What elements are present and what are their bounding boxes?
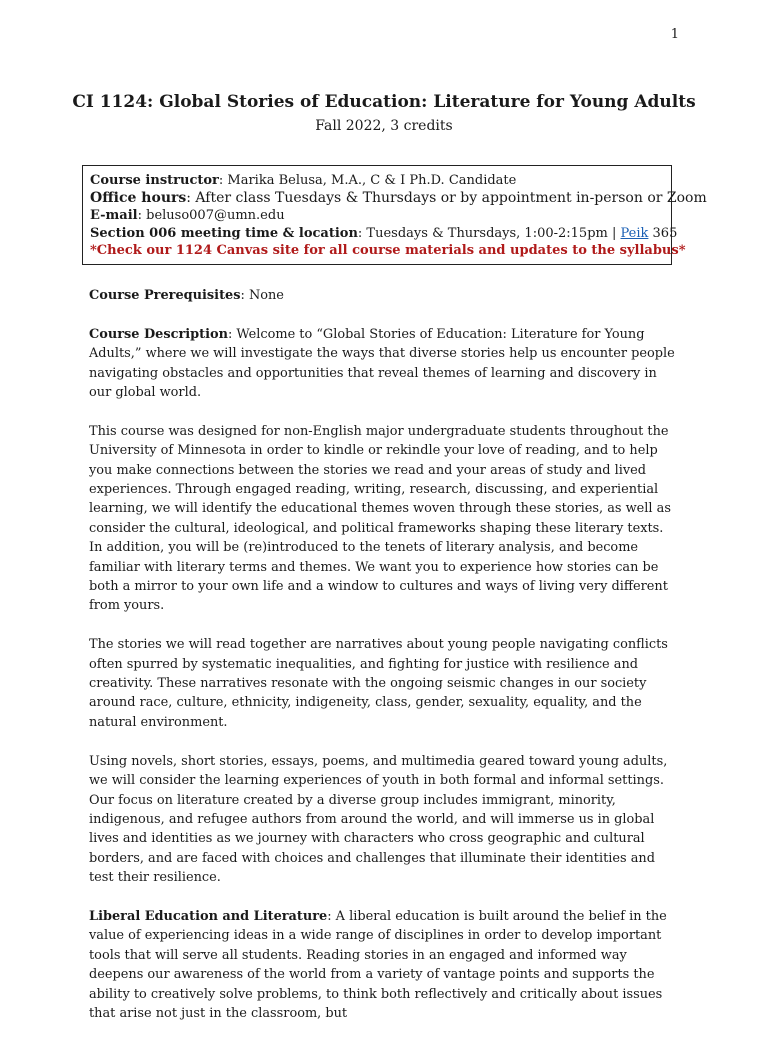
instructor-line (90, 172, 671, 190)
location-room: 365 (648, 225, 678, 241)
instructor-label: Course instructor (90, 173, 219, 188)
office-hours-label: Office hours (90, 189, 187, 206)
office-hours-value: : After class Tuesdays & Thursdays or by appointment in-person or Zoom (186, 189, 707, 206)
description-paragraph (89, 325, 679, 403)
description-value: : Welcome to “Global Stories of Education: Literature for Young Adults,” where we will investigate the ways that diverse stories help us encounter people navigating obstacles and opportunities that reveal themes of learning and discovery in our global world. (89, 326, 675, 401)
liberal-education-value: : A liberal education is built around the belief in the value of experiencing ideas in a wide range of disciplines in order to develop important tools that will serve all students. Reading stories in an engaged and informed way deepens our awareness of the world from a variety of vantage points and supports the ability to creatively solve problems, to think both reflectively and critically about issues that arise not just in the classroom, but (89, 908, 667, 1021)
prerequisites-paragraph (89, 286, 679, 305)
narratives-paragraph: The stories we will read together are narratives about young people navigating conflicts often spurred by systematic inequalities, and fighting for justice with resilience and creativity. These narratives resonate with the ongoing seismic changes in our society around race, culture, ethnicity, indigeneity, class, gender, sexuality, equality, and the natural environment. (89, 637, 668, 730)
section-line (90, 225, 678, 243)
section-value: : Tuesdays & Thursdays, 1:00-2:15pm | (357, 225, 621, 241)
location-link[interactable]: Peik (620, 225, 649, 241)
prerequisites-label: Course Prerequisites (89, 288, 241, 303)
email-line (90, 207, 671, 225)
description-label: Course Description (89, 326, 228, 342)
syllabus-body (89, 286, 679, 1043)
instructor-value: : Marika Belusa, M.A., C & I Ph.D. Candidate (218, 173, 517, 188)
liberal-education-paragraph (89, 907, 679, 1023)
materials-paragraph: Using novels, short stories, essays, poems, and multimedia geared toward young adults, we will consider the learning experiences of youth in both formal and informal settings. Our focus on literature created by a diverse group includes immigrant, minority, indigenous, and refugee authors from around the world, and will immerse us in global lives and identities as we journey with characters who cross geographic and cultural borders, and are faced with choices and challenges that illuminate their identities and test their resilience. (89, 753, 668, 886)
section-label: Section 006 meeting time & location (90, 225, 358, 241)
liberal-education-label: Liberal Education and Literature (89, 908, 328, 924)
course-title: CI 1124: Global Stories of Education: Literature for Young Adults (72, 92, 696, 112)
course-subtitle: Fall 2022, 3 credits (315, 118, 453, 134)
canvas-alert: *Check our 1124 Canvas site for all course materials and updates to the syllabus* (90, 243, 686, 258)
prerequisites-value: : None (240, 288, 284, 303)
email-label: E-mail (90, 208, 138, 223)
page-number: 1 (670, 27, 679, 42)
course-design-paragraph: This course was designed for non-English major undergraduate students throughout the University of Minnesota in order to kindle or rekindle your love of reading, and to help you make connections between the stories we read and your areas of study and lived experiences. Through engaged reading, writing, research, discussing, and experiential learning, we will identify the educational themes woven through these stories, as well as consider the cultural, ideological, and political frameworks shaping these literary texts. In addition, you will be (re)introduced to the tenets of literary analysis, and become familiar with literary terms and themes. We want you to experience how stories can be both a mirror to your own life and a window to cultures and ways of living very different from yours. (89, 423, 671, 614)
email-value: : beluso007@umn.edu (137, 208, 285, 223)
course-info-box (82, 165, 707, 265)
office-hours-line (90, 189, 707, 208)
